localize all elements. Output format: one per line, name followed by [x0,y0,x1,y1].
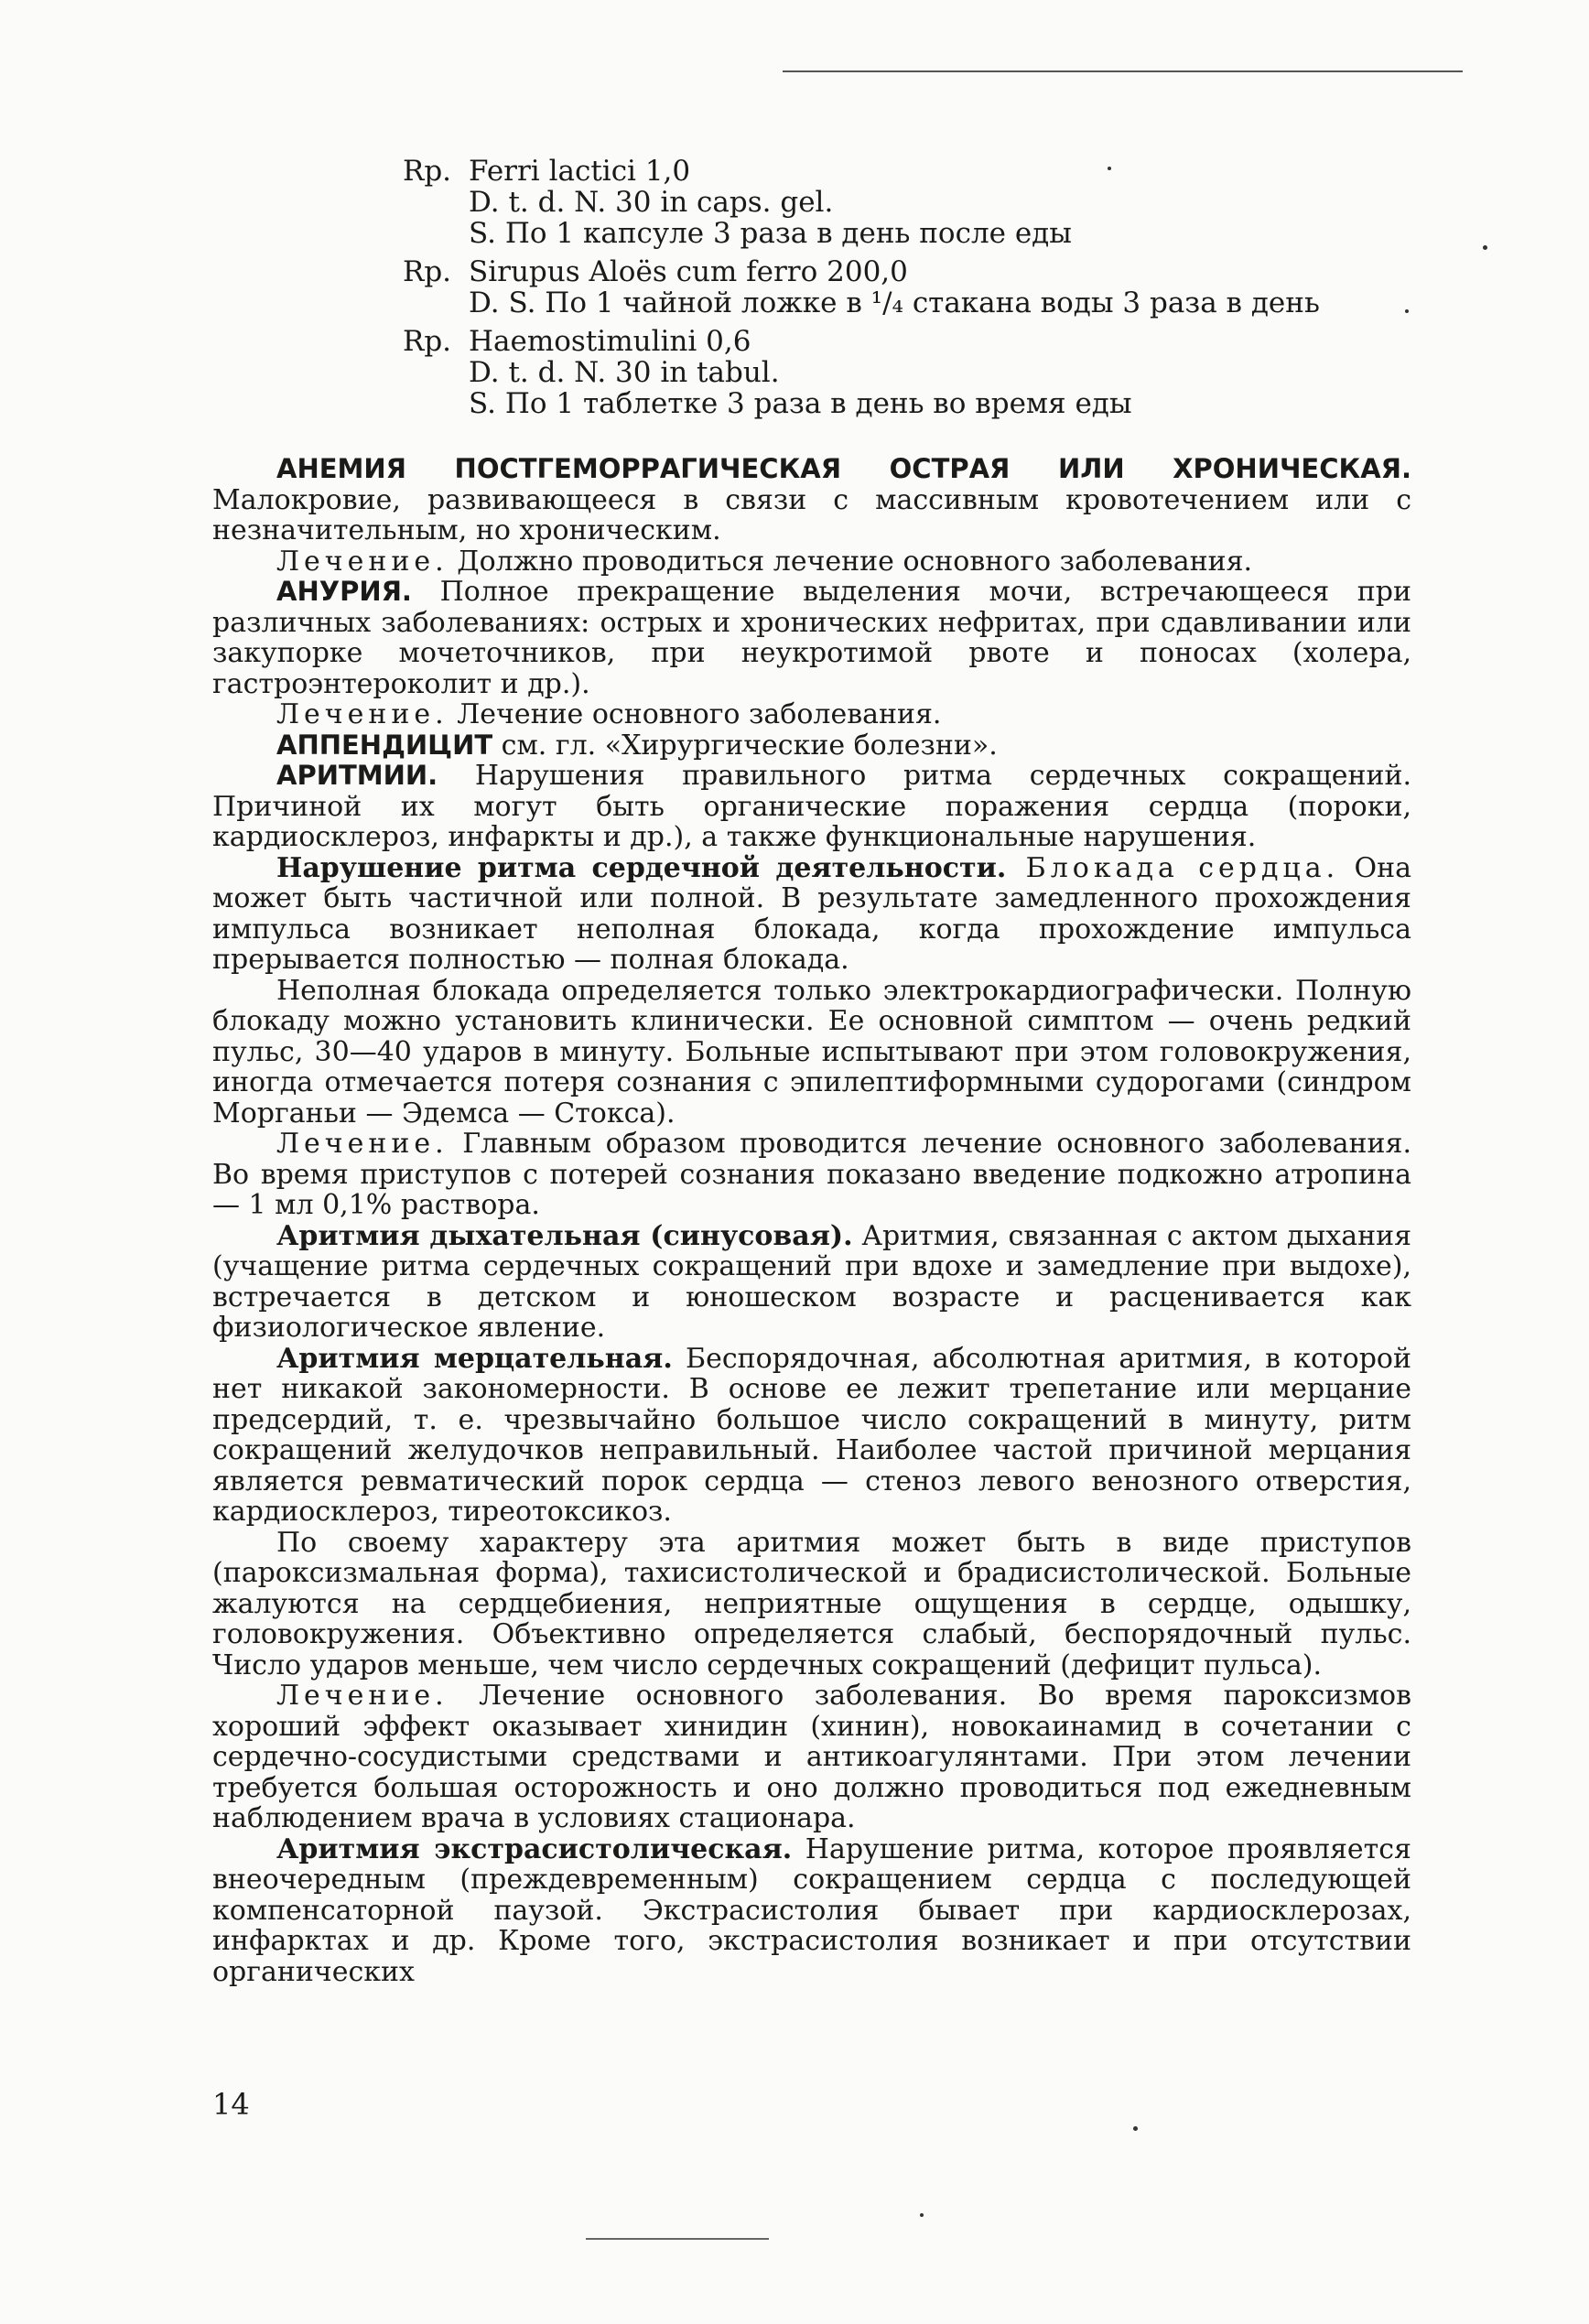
paragraph-treatment [212,1681,1411,1834]
term-heading: АРИТМИИ. [276,760,438,791]
subheading: Аритмия экстрасистолическая. [276,1832,793,1865]
paragraph-treatment [212,1129,1411,1221]
paragraph-heart-block [212,853,1411,976]
scan-speck [1405,309,1409,313]
paragraph-text: Лечение основного заболевания. Во время пароксизмов хороший эффект оказывает хинидин (хинин), новокаинамид в сочетании с сердечно-сосудистыми средствами и антикоагулянтами. При этом лечении требуется большая осторожность и оно должно проводиться под ежедневным наблюдением врача в условиях стационара. [212,1680,1411,1834]
paragraph-text: Неполная блокада определяется только электрокардиографически. Полную блокаду можно установить клинически. Ее основной симптом — очень редкий пульс, 30—40 ударов в минуту. Больные испытывают при этом головокружения, иногда отмечается потеря сознания с эпилептиформными судорогами (синдром Морганьи — Эдемса — Стокса). [212,974,1411,1130]
paragraph-arrhythmias [212,761,1411,853]
subheading: Нарушение ритма сердечной деятельности. [276,851,1007,884]
rx-drug: Haemostimulini 0,6 [469,325,751,358]
paragraph-text: Нарушение ритма, которое проявляется внеочередным (преждевременным) сокращением сердца с последующей компенсаторной паузой. Экстрасистолия бывает при кардиосклерозах, инфарктах и др. Кроме того, экстрасистолия возникает и при отсутствии органических [212,1832,1411,1988]
term-heading: АНУРИЯ. [276,576,412,607]
rx-line: D. t. d. N. 30 in tabul. [469,356,780,389]
rx-label: Rp. [403,155,452,188]
paragraph-text: Лечение основного заболевания. [448,698,942,730]
rx-drug: Sirupus Aloës cum ferro 200,0 [469,255,908,288]
paragraph-respiratory-arrhythmia [212,1221,1411,1344]
paragraph-text: Малокровие, развивающееся в связи с массивным кровотечением или с незначительным, но хроническим. [212,483,1411,546]
treatment-label: Лечение. [276,698,449,730]
paragraph-text: Главным образом проводится лечение основного заболевания. Во время приступов с потерей сознания показано введение подкожно атропина — 1 мл 0,1% раствора. [212,1128,1411,1221]
bottom-rule [586,2238,769,2240]
treatment-label: Лечение. [276,1680,449,1712]
rx-line: D. t. d. N. 30 in caps. gel. [469,186,834,219]
prescription-1 [212,156,1411,249]
paragraph-text: см. гл. «Хирургические болезни». [492,729,998,762]
scan-speck [920,2213,924,2217]
treatment-label: Лечение. [276,1128,449,1160]
prescription-2 [212,256,1411,319]
paragraph-fibrillation-forms [212,1528,1411,1681]
paragraph-text: Аритмия, связанная с актом дыхания (учащение ритма сердечных сокращений при вдохе и замедление при выдохе), встречается в детском и юношеском возрасте и расценивается как физиологическое явление. [212,1219,1412,1344]
treatment-label: Лечение. [276,545,449,578]
scan-speck [1483,245,1487,250]
rx-label: Rp. [403,255,452,288]
paragraph-anemia [212,454,1411,546]
rx-line: S. По 1 капсуле 3 раза в день после еды [469,217,1072,250]
top-rule [783,70,1463,72]
paragraph-text: Она может быть частичной или полной. В результате замедленного прохождения импульса возникает неполная блокада, когда прохождение импульса прерывается полностью — полная блокада. [212,851,1412,976]
paragraph-text: Беспорядочная, абсолютная аритмия, в которой нет никакой закономерности. В основе ее лежит трепетание или мерцание предсердий, т. е. чрезвычайно большое число сокращений в минуту, ритм сокращений желудочков неправильный. Наиболее частой причиной мерцания является ревматический порок сердца — стеноз левого венозного отверстия, кардиосклероз, тиреотоксикоз. [212,1342,1411,1528]
paragraph-incomplete-block [212,976,1411,1130]
term-heading: АППЕНДИЦИТ [276,729,493,761]
scan-speck [1108,167,1111,170]
paragraph-anuria [212,577,1411,699]
paragraph-atrial-fibrillation [212,1344,1411,1528]
subheading: Аритмия мерцательная. [276,1342,673,1375]
prescription-3 [212,326,1411,419]
paragraph-text: Должно проводиться лечение основного заболевания. [448,545,1253,578]
paragraph-text: Нарушения правильного ритма сердечных сокращений. Причиной их могут быть органические поражения сердца (пороки, кардиосклероз, инфаркты и др.), а также функциональные нарушения. [212,760,1411,853]
spaced-term: Блокада сердца. [1006,851,1340,884]
paragraph-treatment [212,546,1411,578]
rx-drug: Ferri lactici 1,0 [469,155,691,188]
paragraph-appendicitis [212,730,1411,762]
paragraph-extrasystole [212,1834,1411,1988]
subheading: Аритмия дыхательная (синусовая). [276,1219,853,1252]
page-body [212,156,1411,1987]
term-heading: АНЕМИЯ ПОСТГЕМОРРАГИЧЕСКАЯ ОСТРАЯ ИЛИ ХРОНИЧЕСКАЯ. [276,453,1411,484]
paragraph-treatment [212,699,1411,730]
scan-speck [1133,2126,1138,2131]
rx-line: D. S. По 1 чайной ложке в ¹/₄ стакана воды 3 раза в день [469,286,1320,319]
rx-line: S. По 1 таблетке 3 раза в день во время еды [469,387,1132,420]
paragraph-text: По своему характеру эта аритмия может быть в виде приступов (пароксизмальная форма), тахисистолической и брадисистолической. Больные жалуются на сердцебиения, неприятные ощущения в сердце, одышку, головокружения. Объективно определяется слабый, беспорядочный пульс. Число ударов меньше, чем число сердечных сокращений (дефицит пульса). [212,1526,1411,1681]
paragraph-text: Полное прекращение выделения мочи, встречающееся при различных заболеваниях: острых и хронических нефритах, при сдавливании или закупорке мочеточников, при неукротимой рвоте и поносах (холера, гастроэнтероколит и др.). [212,576,1411,700]
page-number: 14 [212,2087,250,2122]
rx-label: Rp. [403,325,452,358]
